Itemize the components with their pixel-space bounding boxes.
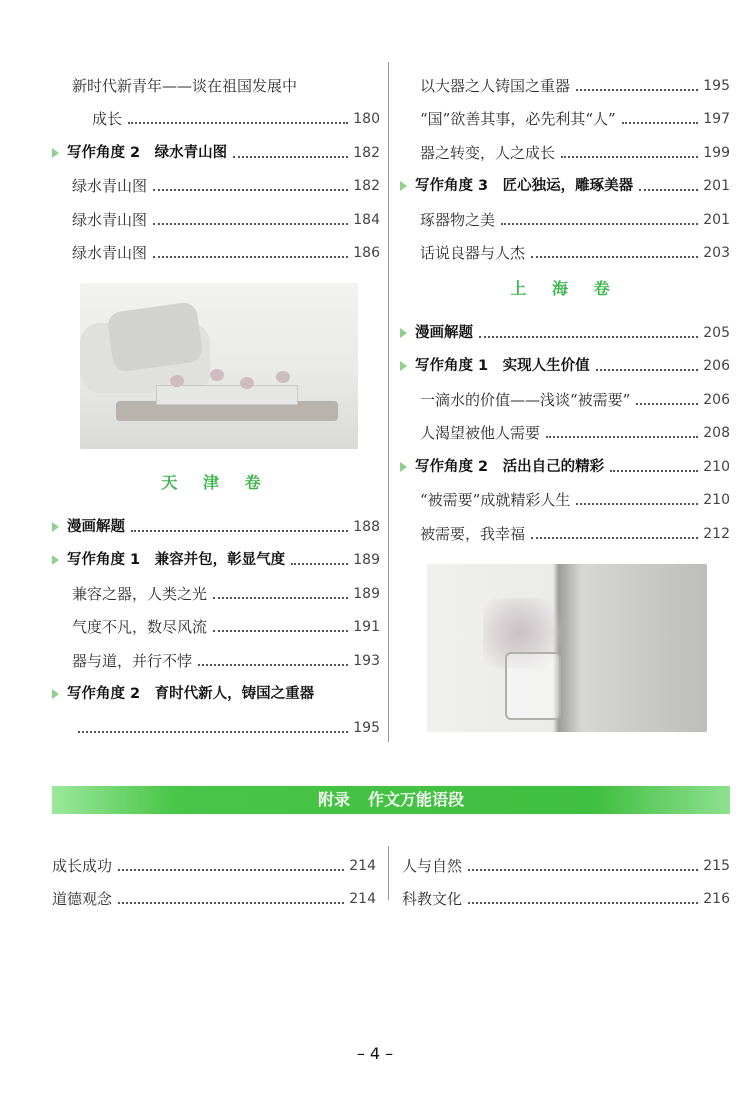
dot-leader (213, 596, 348, 599)
toc-entry-page: 208 (703, 425, 730, 441)
toc-entry-title: 写作角度 3 匠心独运，雕琢美器 (415, 178, 634, 194)
toc-entry[interactable] (400, 96, 730, 130)
dot-leader (561, 155, 698, 158)
toc-entry-page: 206 (703, 358, 730, 374)
toc-entry[interactable] (52, 230, 380, 264)
photo-vase-shape (156, 385, 298, 405)
toc-entry[interactable] (52, 503, 380, 537)
toc-entry-page: 214 (349, 891, 376, 907)
toc-entry-title: 成长成功 (52, 856, 113, 875)
dot-leader (622, 121, 699, 124)
toc-entry-title: 成长 (92, 110, 123, 128)
photo-flower-shape (170, 375, 184, 387)
dot-leader (131, 529, 348, 532)
dot-leader (479, 335, 698, 338)
left-column (52, 62, 380, 738)
toc-entry-title: 以大器之人铸国之重器 (420, 76, 571, 95)
toc-entry-title: 兼容之器，人类之光 (72, 584, 208, 603)
triangle-bullet-icon (400, 181, 407, 191)
toc-entry-page: 212 (703, 525, 730, 542)
dot-leader (128, 121, 348, 124)
toc-entry[interactable] (400, 196, 730, 230)
toc-entry-title: 科教文化 (402, 890, 463, 908)
right-bottom-entries (400, 309, 730, 544)
right-column (400, 62, 730, 732)
appendix-column-divider (388, 846, 389, 900)
toc-entry-title: 话说良器与人杰 (420, 244, 526, 262)
toc-entry[interactable] (52, 704, 380, 738)
toc-entry-title: 一滴水的价值——浅谈“被需要” (420, 390, 631, 409)
toc-entry-title: 写作角度 2 绿水青山图 (67, 144, 228, 161)
toc-entry-page: 189 (353, 552, 380, 568)
dot-leader (636, 402, 698, 405)
dot-leader (213, 629, 348, 632)
toc-entry-page: 216 (703, 891, 730, 907)
toc-entry-page: 205 (703, 324, 730, 341)
toc-entry-title: 新时代新青年——谈在祖国发展中 (72, 76, 298, 95)
toc-entry[interactable] (400, 62, 730, 96)
decorative-photo-window-flowers (427, 564, 707, 732)
toc-entry[interactable] (402, 876, 730, 910)
photo-bottle-shape (505, 652, 561, 720)
toc-entry-title: 漫画解题 (67, 518, 125, 535)
triangle-bullet-icon (52, 689, 59, 699)
toc-entry[interactable] (52, 604, 380, 638)
photo-pillow-shape (106, 301, 203, 373)
dot-leader (118, 901, 344, 904)
toc-entry[interactable] (52, 537, 380, 571)
toc-entry[interactable] (400, 343, 730, 377)
toc-entry[interactable] (52, 671, 380, 705)
left-bottom-entries (52, 503, 380, 738)
toc-entry-title: 写作角度 2 育时代新人，铸国之重器 (67, 686, 315, 702)
toc-entry-page: 184 (353, 211, 380, 228)
toc-entry-title: 写作角度 1 兼容并包，彰显气度 (67, 552, 286, 568)
left-top-entries (52, 62, 380, 263)
toc-entry[interactable] (52, 842, 376, 876)
dot-leader (576, 502, 698, 505)
toc-entry-page: 201 (703, 211, 730, 228)
triangle-bullet-icon (52, 522, 59, 532)
dot-leader (531, 255, 698, 258)
toc-entry-page: 189 (353, 585, 380, 602)
toc-entry[interactable] (52, 163, 380, 197)
toc-entry-page: 203 (703, 245, 730, 261)
toc-entry-title: 绿水青山图 (72, 210, 148, 229)
toc-entry-title: 气度不凡，数尽风流 (72, 618, 208, 636)
toc-entry-page: 188 (353, 518, 380, 535)
dot-leader (118, 868, 344, 871)
toc-entry-page: 206 (703, 391, 730, 408)
toc-entry-page: 191 (353, 619, 380, 635)
dot-leader (468, 868, 698, 871)
appendix-banner (52, 786, 730, 814)
dot-leader (291, 562, 348, 565)
triangle-bullet-icon (52, 148, 59, 158)
toc-entry[interactable] (400, 309, 730, 343)
dot-leader (153, 222, 348, 225)
dot-leader (596, 368, 699, 371)
toc-entry[interactable] (400, 376, 730, 410)
triangle-bullet-icon (52, 555, 59, 565)
dot-leader (153, 255, 348, 258)
photo-flower-shape (210, 369, 224, 381)
dot-leader (531, 536, 698, 539)
toc-entry-title: 琢器物之美 (420, 210, 496, 229)
dot-leader (639, 188, 698, 191)
appendix-label: 附录 (317, 790, 350, 809)
triangle-bullet-icon (400, 462, 407, 472)
toc-entry-title: 绿水青山图 (72, 177, 148, 195)
toc-entry-page: 186 (353, 245, 380, 261)
toc-entry-page: 210 (703, 458, 730, 475)
dot-leader (153, 188, 348, 191)
toc-entry-title: 器之转变，人之成长 (420, 143, 556, 162)
toc-entry-page: 214 (349, 857, 376, 874)
toc-entry-title: “被需要”成就精彩人生 (420, 491, 571, 509)
toc-entry[interactable] (52, 637, 380, 671)
toc-entry-title: 道德观念 (52, 890, 113, 908)
triangle-bullet-icon (400, 361, 407, 371)
dot-leader (78, 730, 348, 733)
toc-entry-title: 器与道，并行不悖 (72, 651, 193, 670)
section-title-shanghai: 上 海 卷 (510, 279, 620, 298)
toc-entry-title: 写作角度 1 实现人生价值 (415, 358, 590, 374)
toc-entry-page: 195 (703, 77, 730, 94)
toc-entry[interactable] (52, 62, 380, 96)
toc-entry-title: “国”欲善其事，必先利其“人” (420, 110, 616, 128)
toc-entry[interactable] (52, 96, 380, 130)
appendix-left-list (52, 842, 376, 909)
toc-entry-title: 被需要，我幸福 (420, 524, 526, 543)
toc-entry-page: 182 (353, 144, 380, 161)
dot-leader (198, 663, 348, 666)
appendix-title: 作文万能语段 (368, 790, 465, 809)
triangle-bullet-icon (400, 328, 407, 338)
toc-entry[interactable] (52, 570, 380, 604)
toc-entry[interactable] (400, 477, 730, 511)
toc-entry[interactable] (400, 230, 730, 264)
toc-entry-page: 182 (353, 178, 380, 194)
photo-flower-shape (240, 377, 254, 389)
toc-entry-title: 绿水青山图 (72, 244, 148, 262)
column-divider (388, 62, 389, 742)
toc-entry-title: 人与自然 (402, 856, 463, 875)
toc-entry[interactable] (400, 163, 730, 197)
toc-entry[interactable] (402, 842, 730, 876)
dot-leader (233, 155, 348, 158)
right-top-entries (400, 62, 730, 263)
section-title-tianjin: 天 津 卷 (161, 473, 271, 492)
toc-entry[interactable] (400, 510, 730, 544)
dot-leader (576, 88, 698, 91)
toc-entry-page: 180 (353, 111, 380, 127)
appendix-right-list (402, 842, 730, 909)
dot-leader (610, 469, 698, 472)
toc-entry-page: 193 (353, 652, 380, 669)
toc-entry[interactable] (52, 876, 376, 910)
toc-entry[interactable] (400, 410, 730, 444)
toc-entry-title: 人渴望被他人需要 (420, 424, 541, 442)
toc-entry[interactable] (400, 443, 730, 477)
toc-entry-page: 215 (703, 857, 730, 874)
toc-entry-title: 漫画解题 (415, 324, 473, 341)
page-number: – 4 – (356, 1044, 394, 1063)
toc-entry-page: 210 (703, 492, 730, 508)
toc-entry-page: 199 (703, 144, 730, 161)
toc-entry-page: 201 (703, 178, 730, 194)
toc-entry-page: 197 (703, 111, 730, 127)
toc-entry-page: 195 (353, 719, 380, 736)
toc-entry[interactable] (400, 129, 730, 163)
dot-leader (501, 222, 698, 225)
decorative-photo-flowers-tray (80, 283, 358, 449)
photo-flower-shape (276, 371, 290, 383)
toc-entry-title: 写作角度 2 活出自己的精彩 (415, 458, 605, 475)
toc-entry[interactable] (52, 129, 380, 163)
dot-leader (468, 901, 698, 904)
toc-entry[interactable] (52, 196, 380, 230)
dot-leader (546, 435, 698, 438)
